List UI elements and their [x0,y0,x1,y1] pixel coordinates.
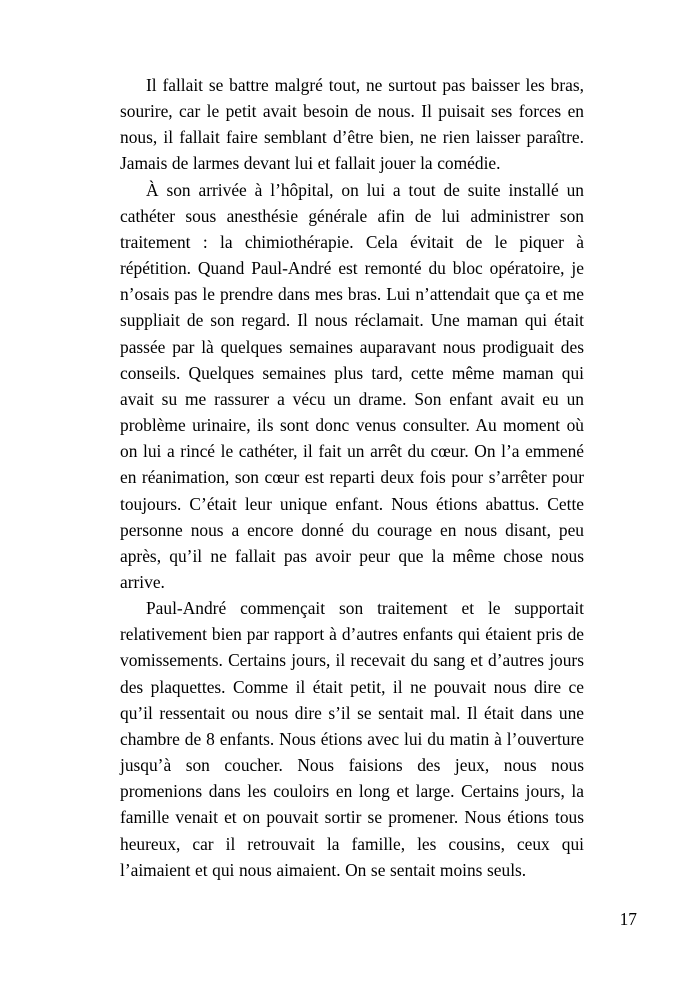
paragraph: Il fallait se battre malgré tout, ne surtout pas baisser les bras, sourire, car le petit avait besoin de nous. Il puisait ses forces en nous, il fallait faire semblant d’être bien, ne rien laisser paraître. Jamais de larmes devant lui et fallait jouer la comédie. [120,75,584,174]
paragraph: Paul-André commençait son traitement et le supportait relativement bien par rapport à d’autres enfants qui étaient pris de vomissements. Certains jours, il recevait du sang et d’autres jours des plaquettes. Comme il était petit, il ne pouvait nous dire ce qu’il ressentait ou nous dire s’il se sentait mal. Il était dans une chambre de 8 enfants. Nous étions avec lui du matin à l’ouverture jusqu’à son coucher. Nous faisions des jeux, nous nous promenions dans les couloirs en long et large. Certains jours, la famille venait et on pouvait sortir se promener. Nous étions tous heureux, car il retrouvait la famille, les cousins, ceux qui l’aimaient et qui nous aimaient. On se sentait moins seuls. [120,598,584,880]
paragraph: À son arrivée à l’hôpital, on lui a tout de suite installé un cathéter sous anesthésie générale afin de lui administrer son traitement : la chimiothérapie. Cela évitait de le piquer à répétition. Quand Paul-André est remonté du bloc opératoire, je n’osais pas le prendre dans mes bras. Lui n’attendait que ça et me suppliait de son regard. Il nous réclamait. Une maman qui était passée par là quelques semaines auparavant nous prodiguait des conseils. Quelques semaines plus tard, cette même maman qui avait su me rassurer a vécu un drame. Son enfant avait eu un problème urinaire, ils sont donc venus consulter. Au moment où on lui a rincé le cathéter, il fait un arrêt du cœur. On l’a emmené en réanimation, son cœur est reparti deux fois pour s’arrêter pour toujours. C’était leur unique enfant. Nous étions abattus. Cette personne nous a encore donné du courage en nous disant, peu après, qu’il ne fallait pas avoir peur que la même chose nous arrive. [120,179,584,592]
page-body-text [120,72,584,883]
page-number: 17 [619,909,637,929]
